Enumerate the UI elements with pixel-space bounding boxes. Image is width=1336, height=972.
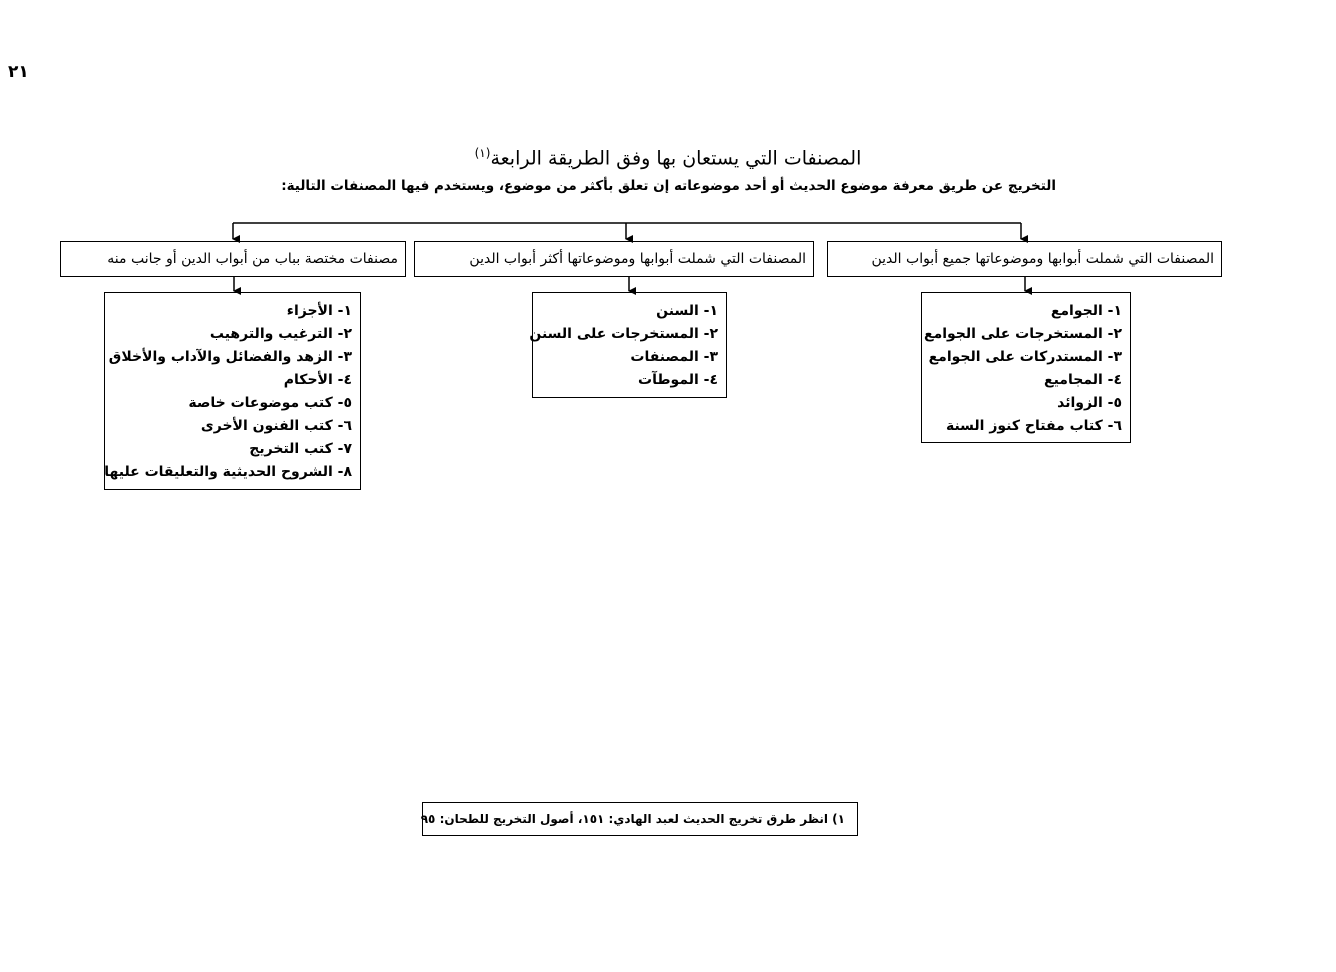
list-item: ٦- كتب الفنون الأخرى [200,418,352,434]
list-item: ٦- كتاب مفتاح كنوز السنة [945,418,1122,434]
list-item: ٥- كتب موضوعات خاصة [188,395,352,411]
category-heading-3: مصنفات مختصة بباب من أبواب الدين أو جانب منه [60,241,406,277]
list-item: ٤- الموطآت [638,372,718,388]
list-item: ٣- الزهد والفضائل والآداب والأخلاق [108,349,352,365]
list-item: ٤- المجاميع [1044,372,1122,388]
list-item: ٢- المستخرجات على الجوامع [924,326,1122,342]
list-item: ٣- المصنفات [630,349,718,365]
list-item: ١- الأجزاء [286,303,352,319]
category-heading-2: المصنفات التي شملت أبوابها وموضوعاتها أكثر أبواب الدين [414,241,814,277]
title-text: المصنفات التي يستعان بها وفق الطريقة الرابعة [490,147,862,170]
list-item: ٨- الشروح الحديثية والتعليقات عليها [104,464,352,480]
list-item: ٣- المستدركات على الجوامع [928,349,1122,365]
list-item: ٤- الأحكام [283,372,352,388]
category-list-1 [921,292,1131,443]
footnote: ١) انظر طرق تخريج الحديث لعبد الهادي: ١٥١، أصول التخريج للطحان: ٩٥ [422,802,858,836]
list-item: ٥- الزوائد [1057,395,1122,411]
category-heading-1: المصنفات التي شملت أبوابها وموضوعاتها جميع أبواب الدين [827,241,1222,277]
page-number: ٢١ [8,62,29,82]
list-item: ٢- الترغيب والترهيب [209,326,352,342]
list-item: ١- الجوامع [1050,303,1122,319]
list-item: ٢- المستخرجات على السنن [529,326,718,342]
category-list-3 [104,292,361,490]
subtitle: التخريج عن طريق معرفة موضوع الحديث أو أحد موضوعاته إن تعلق بأكثر من موضوع، ويستخدم فيها المصنفات التالية: [281,178,1056,194]
category-list-2 [529,292,727,398]
footnote-reference: (١) [474,146,491,160]
list-item: ٧- كتب التخريج [249,441,352,457]
list-item: ١- السنن [656,303,718,319]
